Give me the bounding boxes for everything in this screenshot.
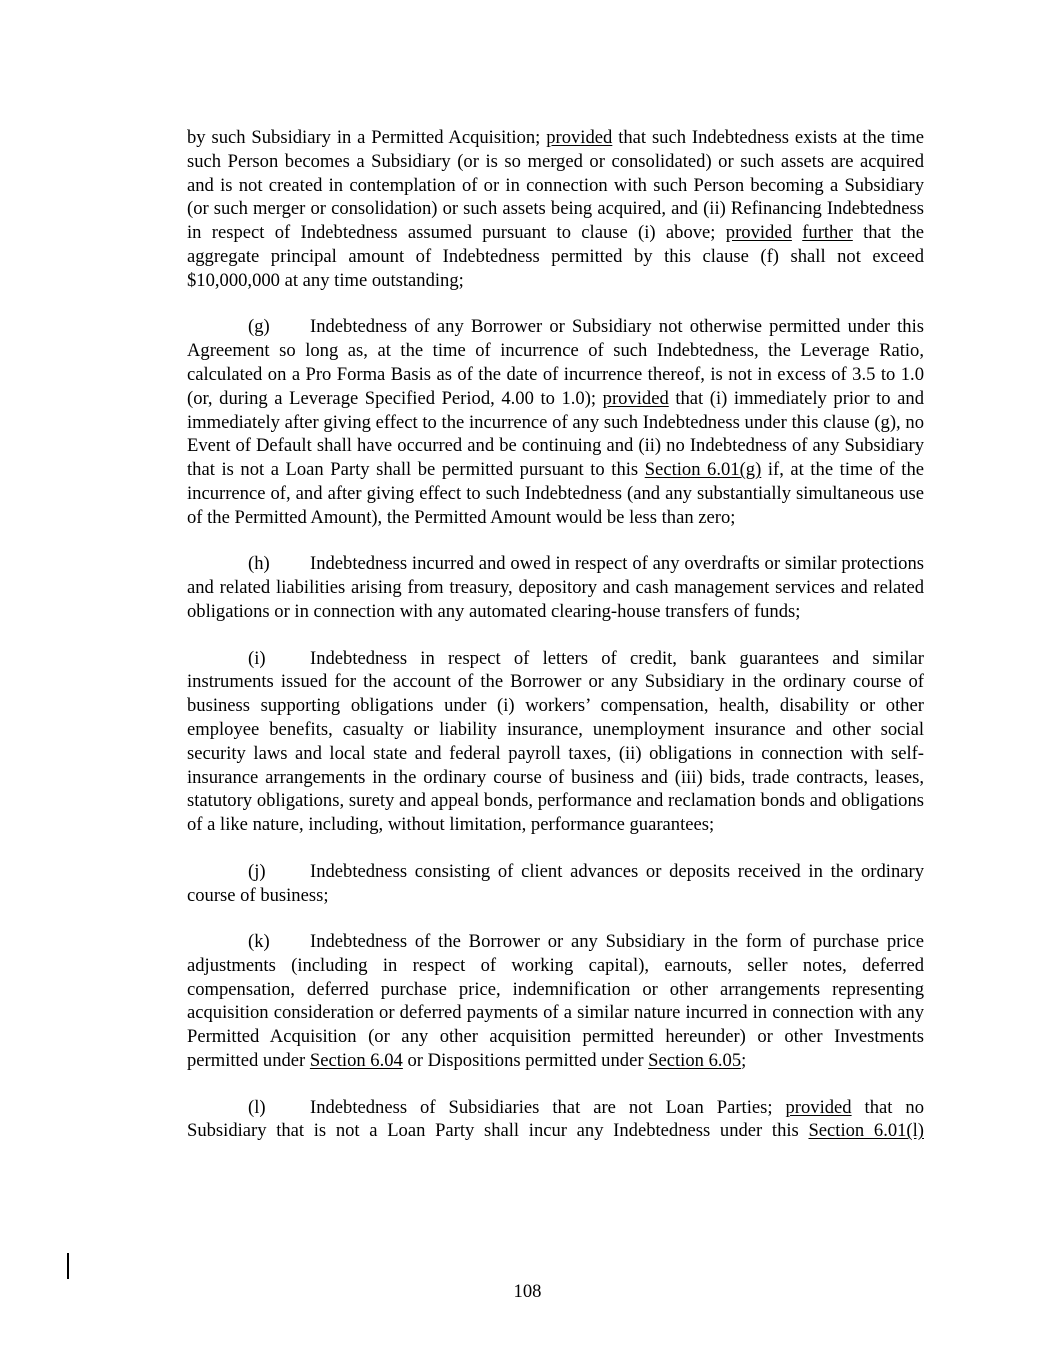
text-run: Indebtedness in respect of letters of credit, bank guarantees and similar instruments issued for the account of the Borrower or any Subsidiary in the ordinary course of business supporting obligations under (i) workers’ compensation, health, disability or other employee benefits, casualty or liability insurance, unemployment insurance and other social security laws and local state and federal payroll taxes, (ii) obligations in connection with self-insurance arrangements in the ordinary course of business and (iii) bids, trade contracts, leases, statutory obligations, surety and appeal bonds, performance and reclamation bonds and obligations of a like nature, including, without limitation, performance guarantees;: [187, 647, 924, 836]
clause-text: [187, 316, 924, 527]
clause-label: (k): [248, 931, 270, 953]
clause-label: (l): [248, 1096, 266, 1118]
underlined-term: Section 6.01(g): [644, 459, 762, 481]
text-run: Indebtedness of Subsidiaries that are not Loan Parties;: [310, 1096, 786, 1118]
text-run: [792, 222, 802, 243]
text-run: that such Indebtedness exists at the time such Person becomes a Subsidiary (or is so merged or consolidated) or such assets are acquired and is not created in contemplation of or in connection with such Person becoming a Subsidiary (or such merger or consolidation) or such assets being acquired, and (ii) Refinancing Indebtedness in respect of Indebtedness assumed pursuant to clause (i) above;: [187, 127, 924, 244]
paragraph-l: [187, 1096, 924, 1144]
underlined-term: provided: [546, 127, 613, 148]
text-run: that (i) immediately prior to and immediately after giving effect to the incurrence of any such Indebtedness under this clause (g), no Event of Default shall have occurred and be continuing and (ii) no Indebtedness of any Subsidiary that is not a Loan Party shall be permitted pursuant to this: [187, 387, 924, 481]
underlined-term: provided: [602, 387, 669, 409]
clause-text: [187, 648, 924, 836]
text-run: Indebtedness consisting of client advances or deposits received in the ordinary course of business;: [187, 860, 924, 906]
clause-label: (j): [248, 860, 266, 882]
text-run: that no Subsidiary that is not a Loan Party shall incur any Indebtedness under this: [187, 1096, 924, 1142]
page-body: [187, 126, 924, 1166]
paragraph-j: [187, 860, 924, 908]
text-run: Indebtedness of the Borrower or any Subsidiary in the form of purchase price adjustments (including in respect of working capital), earnouts, seller notes, deferred compensation, deferred purchase price, indemnification or other arrangements representing acquisition consideration or deferred payments of a similar nature incurred in connection with any Permitted Acquisition (or any other acquisition permitted hereunder) or other Investments permitted under: [187, 931, 924, 1072]
paragraph-h: [187, 552, 924, 623]
underlined-term: Section 6.01(l): [808, 1120, 924, 1142]
text-run: if, at the time of the incurrence of, and after giving effect to such Indebtedness (and any substantially simultaneous use of the Permitted Amount), the Permitted Amount would be less than zero;: [187, 459, 925, 528]
underlined-term: provided: [785, 1096, 852, 1118]
clause-text: [187, 127, 924, 291]
clause-label: (g): [248, 316, 270, 338]
paragraph-g: [187, 315, 924, 529]
clause-label: (h): [248, 553, 270, 575]
underlined-term: Section 6.05: [648, 1050, 742, 1072]
underlined-term: further: [802, 222, 853, 244]
paragraph-f-continued: [187, 126, 924, 293]
text-run: that the aggregate principal amount of Indebtedness permitted by this clause (f) shall not exceed $10,000,000 at any time outstanding;: [187, 222, 924, 291]
paragraph-k: [187, 930, 924, 1073]
clause-label: (i): [248, 647, 266, 669]
underlined-term: provided: [725, 222, 792, 244]
page-number: 108: [513, 1281, 542, 1302]
text-run: ;: [741, 1050, 747, 1072]
revision-margin-bar: [67, 1253, 69, 1279]
text-run: by such Subsidiary in a Permitted Acquisition;: [187, 127, 547, 148]
paragraph-i: [187, 647, 924, 837]
text-run: Indebtedness of any Borrower or Subsidiary not otherwise permitted under this Agreement so long as, at the time of incurrence of such Indebtedness, the Leverage Ratio, calculated on a Pro Forma Basis as of the date of incurrence thereof, is not in excess of 3.5 to 1.0 (or, during a Leverage Specified Period, 4.00 to 1.0);: [187, 316, 924, 409]
text-run: or Dispositions permitted under: [402, 1050, 649, 1072]
text-run: Indebtedness incurred and owed in respect of any overdrafts or similar protections and related liabilities arising from treasury, depository and cash management services and related obligations or in connection with any automated clearing-house transfers of funds;: [187, 553, 924, 622]
underlined-term: Section 6.04: [309, 1050, 403, 1072]
